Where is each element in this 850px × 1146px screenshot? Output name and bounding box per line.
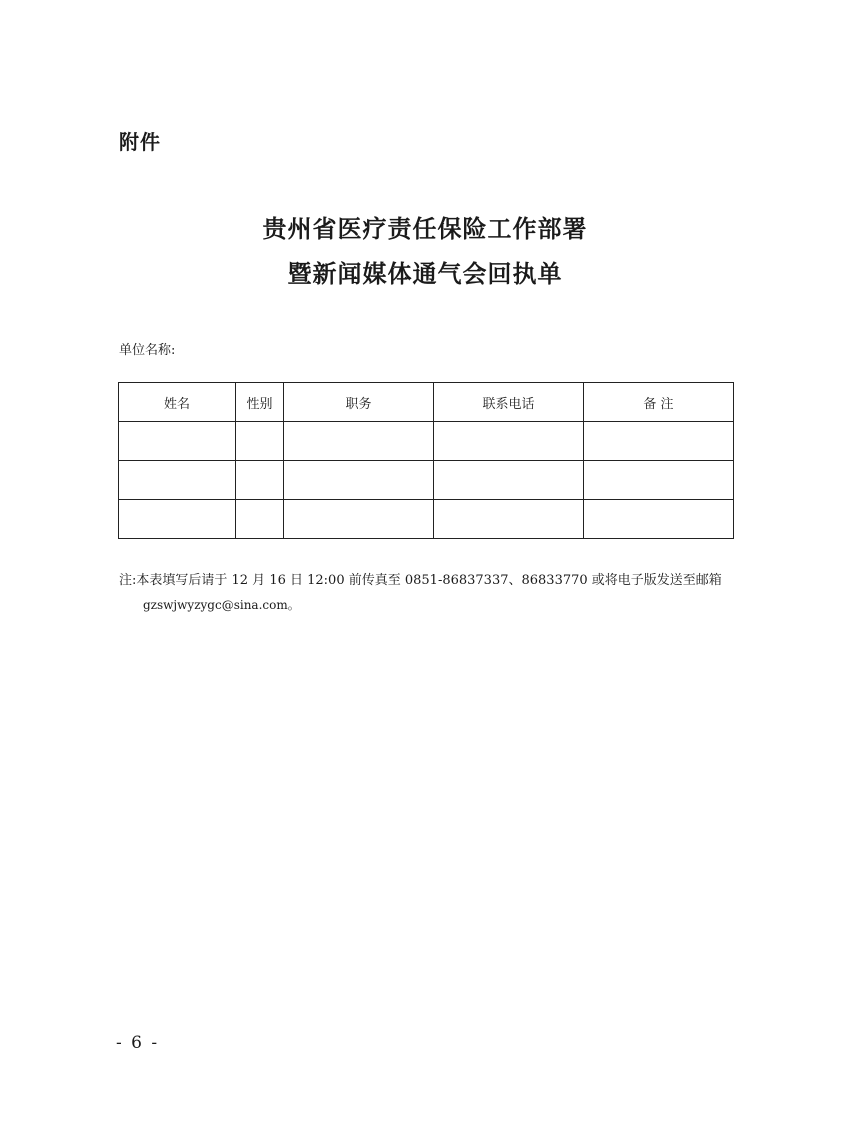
footnote-text: 注:本表填写后请于 12 月 16 日 12:00 前传真至 0851-86837337、86833770 或将电子版发送至邮箱 xyxy=(119,573,722,588)
cell-remarks xyxy=(584,500,734,539)
document-title-line-2: 暨新闻媒体通气会回执单 xyxy=(287,260,563,288)
header-position: 职务 xyxy=(284,383,434,422)
footnote xyxy=(119,569,739,617)
cell-gender xyxy=(236,500,284,539)
cell-phone xyxy=(434,500,584,539)
header-phone: 联系电话 xyxy=(434,383,584,422)
cell-gender xyxy=(236,422,284,461)
receipt-table xyxy=(118,382,734,539)
table-row xyxy=(119,500,734,539)
cell-remarks xyxy=(584,461,734,500)
table-row xyxy=(119,422,734,461)
footnote-email: gzswjwyzygc@sina.com。 xyxy=(143,598,300,612)
cell-phone xyxy=(434,461,584,500)
cell-name xyxy=(119,461,236,500)
cell-name xyxy=(119,422,236,461)
document-title-line-1: 贵州省医疗责任保险工作部署 xyxy=(262,215,588,243)
table-row xyxy=(119,461,734,500)
header-gender: 性别 xyxy=(236,383,284,422)
page-number: - 6 - xyxy=(116,1033,160,1053)
cell-phone xyxy=(434,422,584,461)
cell-remarks xyxy=(584,422,734,461)
cell-position xyxy=(284,422,434,461)
unit-name-label: 单位名称: xyxy=(119,343,176,358)
cell-name xyxy=(119,500,236,539)
header-name: 姓名 xyxy=(119,383,236,422)
attachment-label: 附件 xyxy=(119,130,161,154)
cell-position xyxy=(284,500,434,539)
header-remarks: 备 注 xyxy=(584,383,734,422)
cell-position xyxy=(284,461,434,500)
cell-gender xyxy=(236,461,284,500)
table-header-row xyxy=(119,383,734,422)
